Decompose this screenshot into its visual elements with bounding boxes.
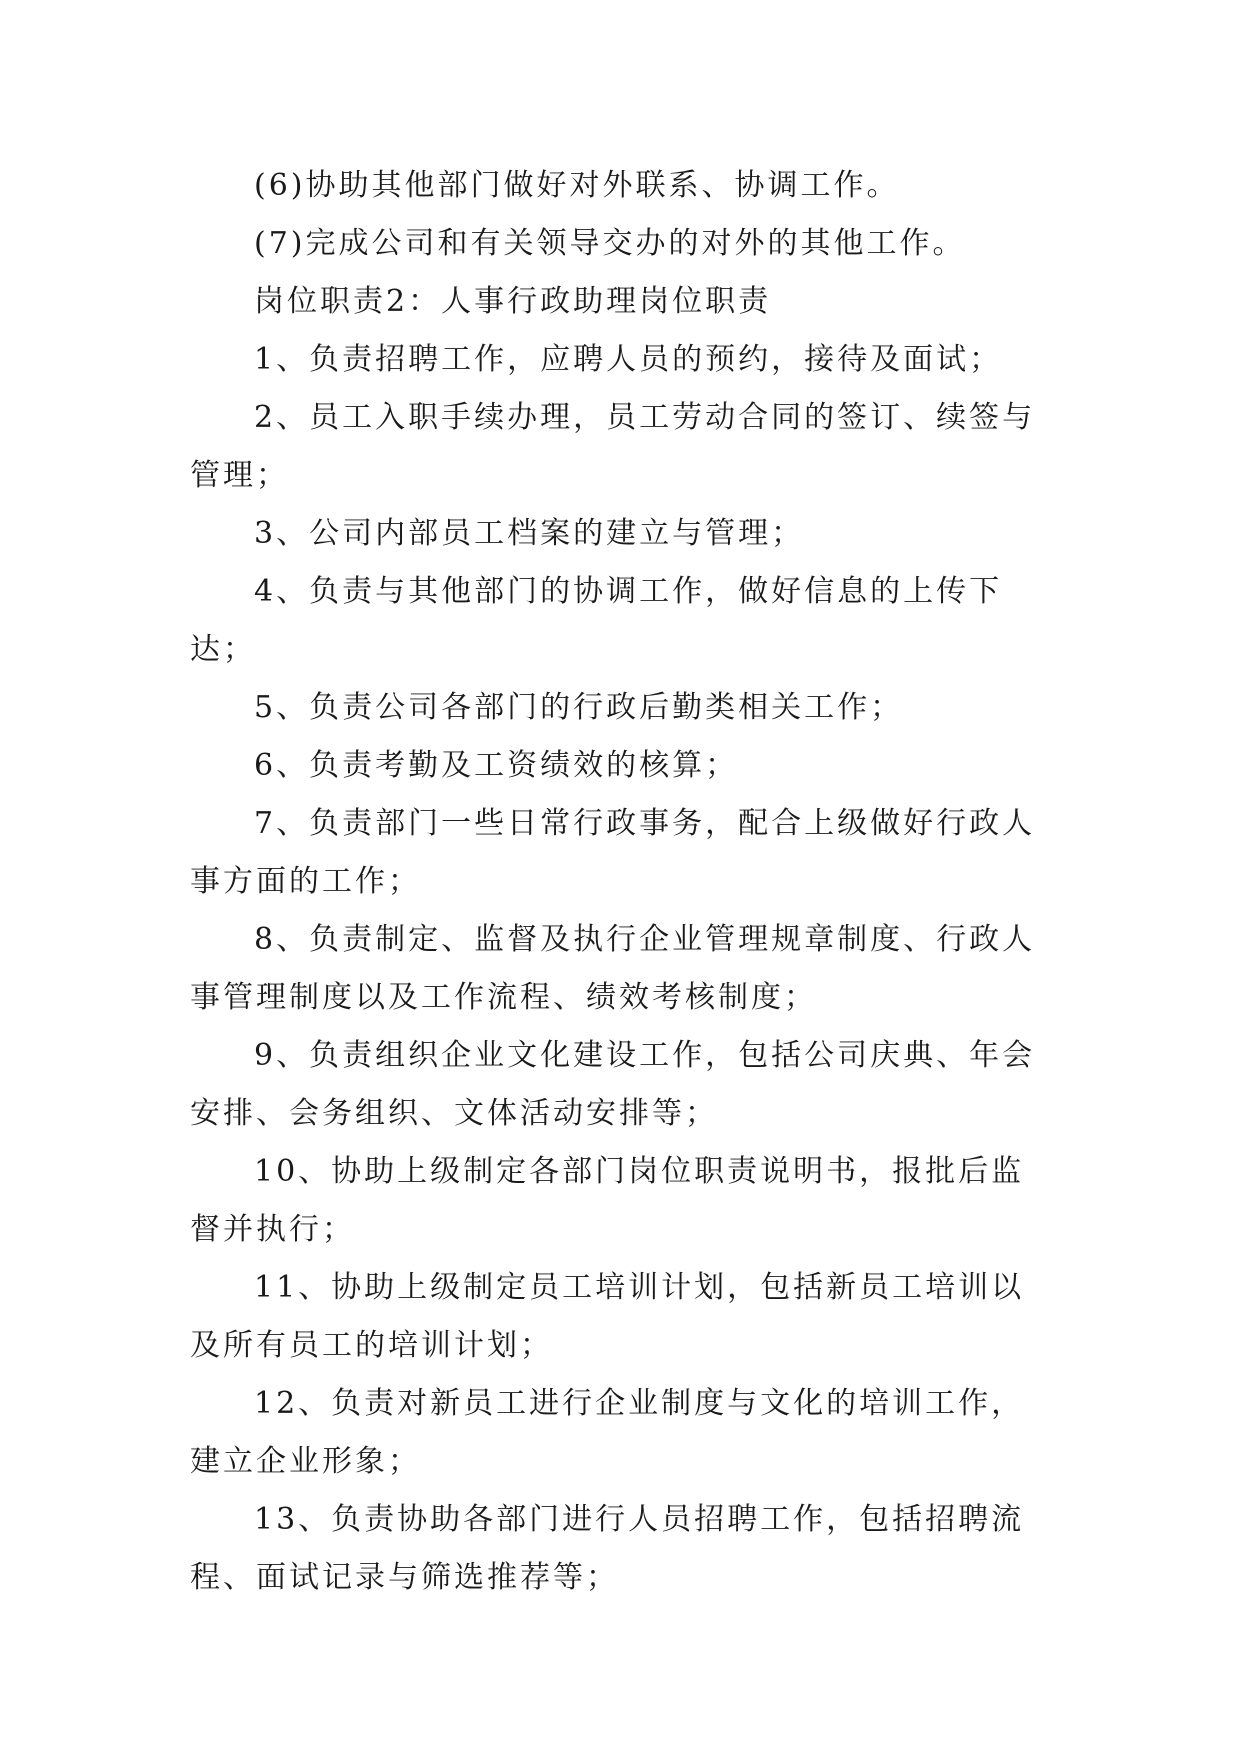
list-item: 10、协助上级制定各部门岗位职责说明书，报批后监督并执行； (190, 1154, 1025, 1247)
list-item: 1、负责招聘工作，应聘人员的预约，接待及面试； (254, 342, 1003, 377)
list-item: 6、负责考勤及工资绩效的核算； (254, 748, 739, 783)
list-item: 3、公司内部员工档案的建立与管理； (254, 516, 805, 551)
list-item: 12、负责对新员工进行企业制度与文化的培训工作，建立企业形象； (190, 1386, 1025, 1479)
list-item: 8、负责制定、监督及执行企业管理规章制度、行政人事管理制度以及工作流程、绩效考核制度； (190, 922, 1036, 1015)
list-item: 11、协助上级制定员工培训计划，包括新员工培训以及所有员工的培训计划； (190, 1270, 1025, 1363)
list-item: 5、负责公司各部门的行政后勤类相关工作； (254, 690, 904, 725)
section-heading: 岗位职责2：人事行政助理岗位职责 (254, 284, 772, 319)
list-item: 9、负责组织企业文化建设工作，包括公司庆典、年会安排、会务组织、文体活动安排等； (190, 1038, 1036, 1131)
paragraph-6-assist-departments: (6)协助其他部门做好对外联系、协调工作。 (254, 168, 900, 203)
paragraph-7-other-tasks: (7)完成公司和有关领导交办的对外的其他工作。 (254, 226, 966, 261)
list-item: 7、负责部门一些日常行政事务，配合上级做好行政人事方面的工作； (190, 806, 1036, 899)
list-item: 4、负责与其他部门的协调工作，做好信息的上传下达； (190, 574, 1003, 667)
list-item: 13、负责协助各部门进行人员招聘工作，包括招聘流程、面试记录与筛选推荐等； (190, 1502, 1025, 1595)
list-item: 2、员工入职手续办理，员工劳动合同的签订、续签与管理； (190, 400, 1036, 493)
document-body (190, 157, 1052, 1607)
